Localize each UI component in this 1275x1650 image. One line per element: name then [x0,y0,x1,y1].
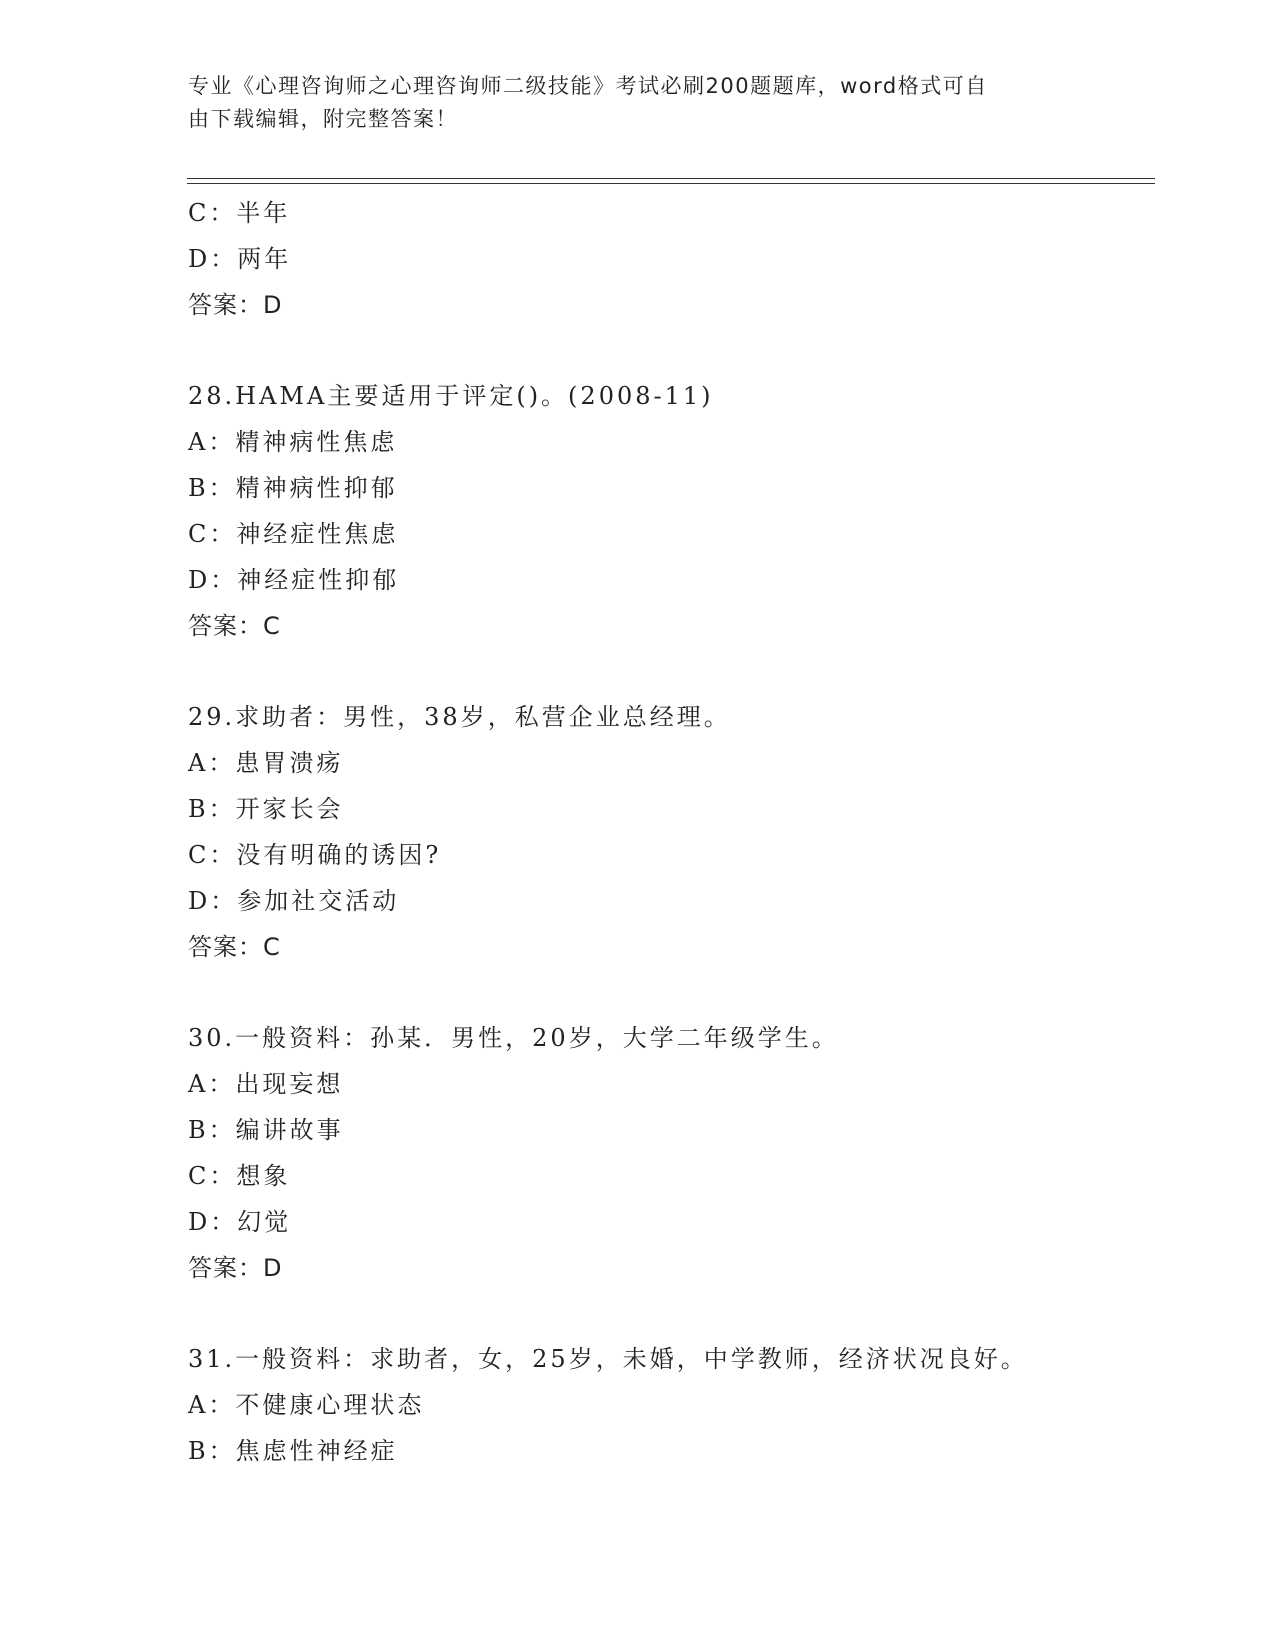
option-c: C：半年 [188,199,291,227]
question-block-27 [188,190,1148,328]
question-text: 28.HAMA主要适用于评定()。(2008-11) [188,382,714,410]
question-list [188,190,1148,1474]
question-text: 30.一般资料：孙某．男性，20岁，大学二年级学生。 [188,1024,839,1052]
option-a: A：出现妄想 [188,1070,344,1098]
question-block-28 [188,373,1148,649]
option-a: A：不健康心理状态 [188,1391,425,1419]
header-rule-top [187,178,1155,179]
question-block-31 [188,1336,1148,1474]
answer-line: 答案：D [188,291,283,319]
header-line-2: 由下载编辑，附完整答案！ [188,107,458,131]
answer-line: 答案：C [188,933,281,961]
question-block-30 [188,1015,1148,1291]
option-c: C：想象 [188,1162,291,1190]
answer-line: 答案：C [188,612,281,640]
answer-line: 答案：D [188,1254,283,1282]
block-spacer [188,649,1148,694]
option-b: B：编讲故事 [188,1116,344,1144]
option-b: B：焦虑性神经症 [188,1437,398,1465]
option-b: B：开家长会 [188,795,344,823]
document-header [188,70,1068,136]
question-block-29 [188,694,1148,970]
option-d: D：幻觉 [188,1208,292,1236]
question-text: 29.求助者：男性，38岁，私营企业总经理。 [188,703,731,731]
block-spacer [188,970,1148,1015]
option-b: B：精神病性抑郁 [188,474,398,502]
option-d: D：神经症性抑郁 [188,566,400,594]
question-text: 31.一般资料：求助者，女，25岁，未婚，中学教师，经济状况良好。 [188,1345,1028,1373]
header-line-1: 专业《心理咨询师之心理咨询师二级技能》考试必刷200题题库，word格式可自 [188,74,988,98]
block-spacer [188,328,1148,373]
option-c: C：神经症性焦虑 [188,520,399,548]
header-rule-bottom [187,183,1155,184]
option-d: D：两年 [188,245,292,273]
option-d: D：参加社交活动 [188,887,400,915]
option-a: A：患胃溃疡 [188,749,344,777]
block-spacer [188,1291,1148,1336]
option-a: A：精神病性焦虑 [188,428,398,456]
option-c: C：没有明确的诱因? [188,841,442,869]
